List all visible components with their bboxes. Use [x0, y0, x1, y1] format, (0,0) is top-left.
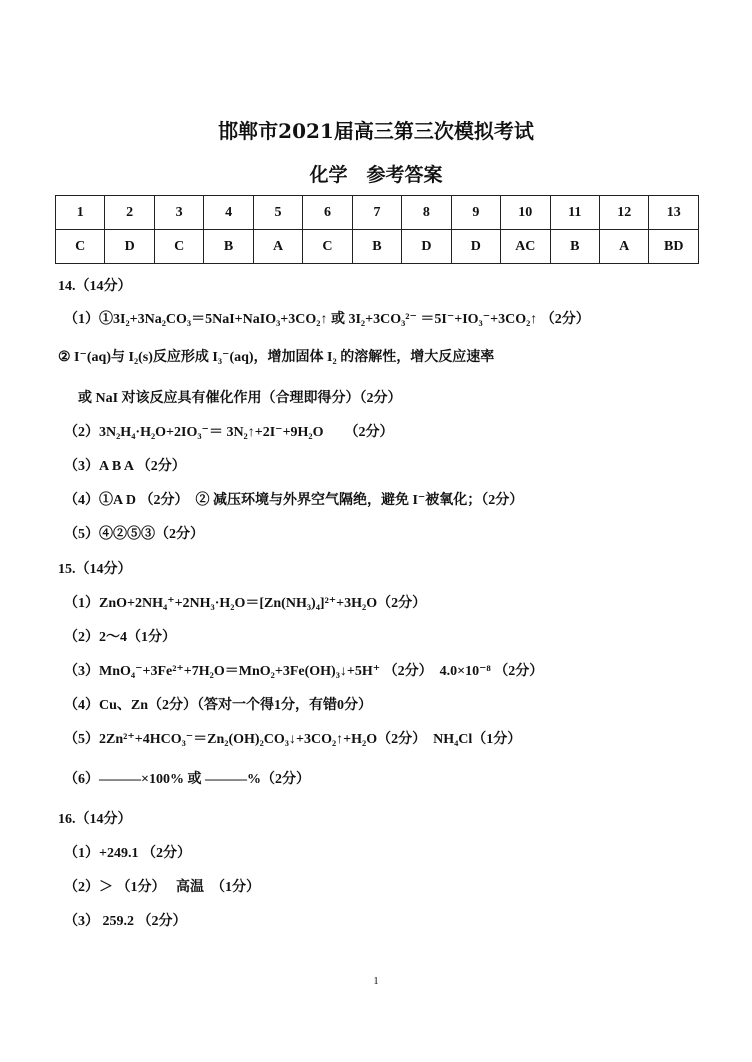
- question-number: 5: [253, 196, 302, 230]
- answer-line: （3）A B A （2分）: [64, 459, 186, 474]
- question-number: 3: [154, 196, 203, 230]
- answer-cell: A: [599, 230, 648, 264]
- answer-cell: D: [105, 230, 154, 264]
- answer-line: （5）2Zn²⁺+4HCO₃⁻＝Zn₂(OH)₂CO₃↓+3CO₂↑+H₂O（2分） NH₄Cl（1分）: [64, 732, 522, 747]
- answer-row: [56, 230, 699, 264]
- answer-cell: D: [402, 230, 451, 264]
- answer-cell: C: [303, 230, 352, 264]
- answer-line: （1）①3I₂+3Na₂CO₃＝5NaI+NaIO₃+3CO₂↑ 或 3I₂+3CO₃²⁻ ＝5I⁻+IO₃⁻+3CO₂↑ （2分）: [64, 312, 590, 327]
- answer-cell: B: [204, 230, 253, 264]
- answer-line: ② I⁻(aq)与 I₂(s)反应形成 I₃⁻(aq)，增加固体 I₂ 的溶解性，增大反应速率: [58, 350, 495, 365]
- answer-cell: C: [56, 230, 105, 264]
- page-title: 邯郸市2021届高三第三次模拟考试: [218, 119, 534, 143]
- question-number: 1: [56, 196, 105, 230]
- answer-table: [55, 195, 699, 264]
- answer-cell: AC: [501, 230, 550, 264]
- question-number: 8: [402, 196, 451, 230]
- question-number: 11: [550, 196, 599, 230]
- answer-line: （2）2～4（1分）: [64, 630, 176, 645]
- answer-line: （1）ZnO+2NH₄⁺+2NH₃·H₂O＝[Zn(NH₃)₄]²⁺+3H₂O（2分）: [64, 596, 427, 611]
- answer-line: （4）①A D （2分） ② 减压环境与外界空气隔绝，避免 I⁻被氧化；（2分）: [64, 493, 524, 508]
- answer-cell: BD: [649, 230, 699, 264]
- answer-cell: D: [451, 230, 500, 264]
- question-number: 2: [105, 196, 154, 230]
- answer-line: （1）+249.1 （2分）: [64, 846, 191, 861]
- answer-line: （3）MnO₄⁻+3Fe²⁺+7H₂O＝MnO₂+3Fe(OH)₃↓+5H⁺ （2分） 4.0×10⁻⁸ （2分）: [64, 664, 544, 679]
- question-number: 7: [352, 196, 401, 230]
- answer-cell: C: [154, 230, 203, 264]
- answer-line: （3） 259.2 （2分）: [64, 914, 187, 929]
- answer-cell: B: [352, 230, 401, 264]
- answer-cell: B: [550, 230, 599, 264]
- question-number-row: [56, 196, 699, 230]
- answer-line: 或 NaI 对该反应具有催化作用（合理即得分）（2分）: [78, 391, 402, 406]
- answer-line: （2）＞ （1分） 高温 （1分）: [64, 880, 260, 895]
- section-heading-16: 16.（14分）: [58, 812, 132, 827]
- question-number: 13: [649, 196, 699, 230]
- question-number: 4: [204, 196, 253, 230]
- question-number: 6: [303, 196, 352, 230]
- answer-line: （5）④②⑤③（2分）: [64, 527, 204, 542]
- section-heading-14: 14.（14分）: [58, 279, 132, 294]
- answer-line: （6）———×100% 或 ———%（2分）: [64, 772, 310, 787]
- answer-line: （4）Cu、Zn（2分）（答对一个得1分，有错0分）: [64, 698, 373, 713]
- question-number: 9: [451, 196, 500, 230]
- question-number: 12: [599, 196, 648, 230]
- question-number: 10: [501, 196, 550, 230]
- answer-line: （2）3N₂H₄·H₂O+2IO₃⁻＝ 3N₂↑+2I⁻+9H₂O （2分）: [64, 425, 394, 440]
- section-heading-15: 15.（14分）: [58, 562, 132, 577]
- page-subtitle: 化学 参考答案: [309, 164, 443, 186]
- page-number: 1: [373, 975, 379, 987]
- answer-cell: A: [253, 230, 302, 264]
